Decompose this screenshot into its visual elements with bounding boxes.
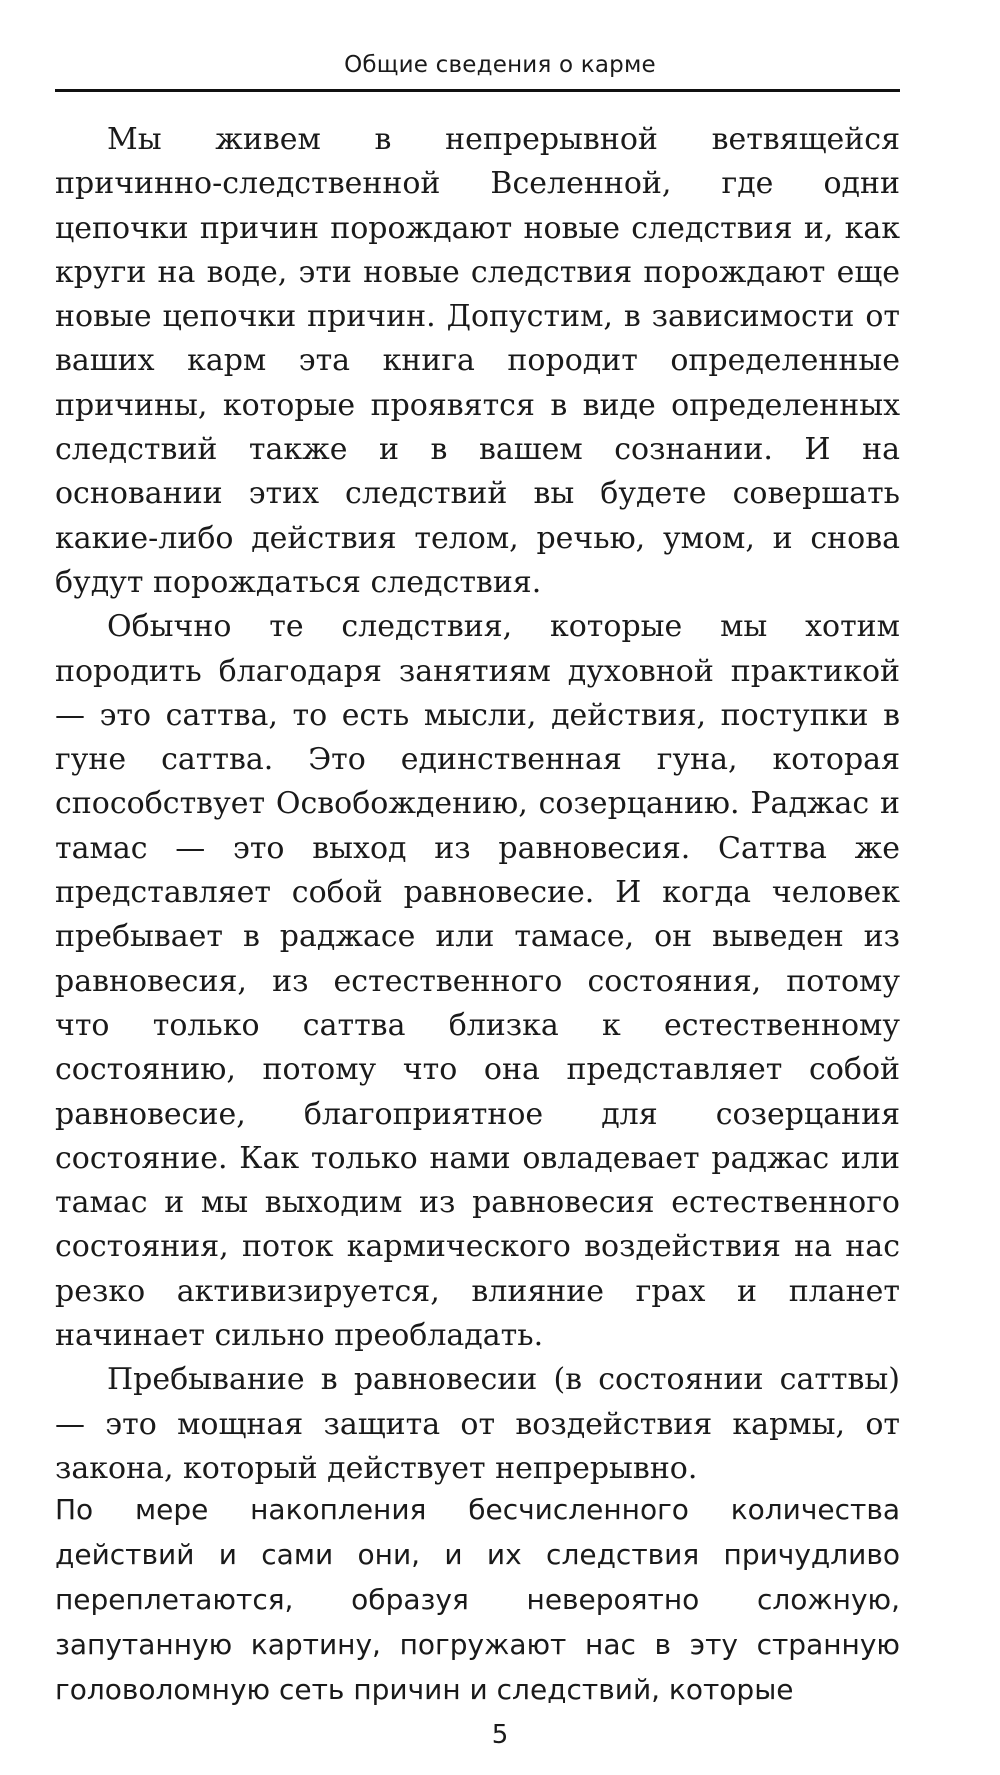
paragraph-1: Мы живем в непрерывной ветвящейся причинно-следственной Вселенной, где одни цепочки причин порождают новые следствия и, как круги на воде, эти новые следствия порождают еще новые цепочки причин. Допустим, в зависимости от ваших карм эта книга породит определенные причины, которые проявятся в виде определенных следствий также и в вашем сознании. И на основании этих следствий вы будете совершать какие-либо действия телом, речью, умом, и снова будут порождаться следствия. (55, 122, 900, 600)
header-rule (55, 89, 900, 92)
paragraph-3: Пребывание в равновесии (в состоянии саттвы) — это мощная защита от воздействия кармы, от закона, который действует непрерывно. (55, 1362, 900, 1486)
page-number: 5 (491, 1720, 509, 1750)
running-header: Общие сведения о карме (344, 52, 656, 78)
highlight-paragraph: По мере накопления бесчисленного количества действий и сами они, и их следствия причудливо переплетаются, образуя невероятно сложную, запутанную картину, погружают нас в эту странную головоломную сеть причин и следствий, которые (55, 1493, 900, 1706)
body-text (55, 118, 900, 1491)
highlight-block (55, 1487, 900, 1712)
paragraph-2: Обычно те следствия, которые мы хотим породить благодаря занятиям духовной практикой — это саттва, то есть мысли, действия, поступки в гуне саттва. Это единственная гуна, которая способствует Освобождению, созерцанию. Раджас и тамас — это выход из равновесия. Саттва же представляет собой равновесие. И когда человек пребывает в раджасе или тамасе, он выведен из равновесия, из естественного состояния, потому что только саттва близка к естественному состоянию, потому что она представляет собой равновесие, благоприятное для созерцания состояние. Как только нами овладевает раджас или тамас и мы выходим из равновесия естественного состояния, поток кармического воздействия на нас резко активизируется, влияние грах и планет начинает сильно преобладать. (55, 609, 900, 1354)
